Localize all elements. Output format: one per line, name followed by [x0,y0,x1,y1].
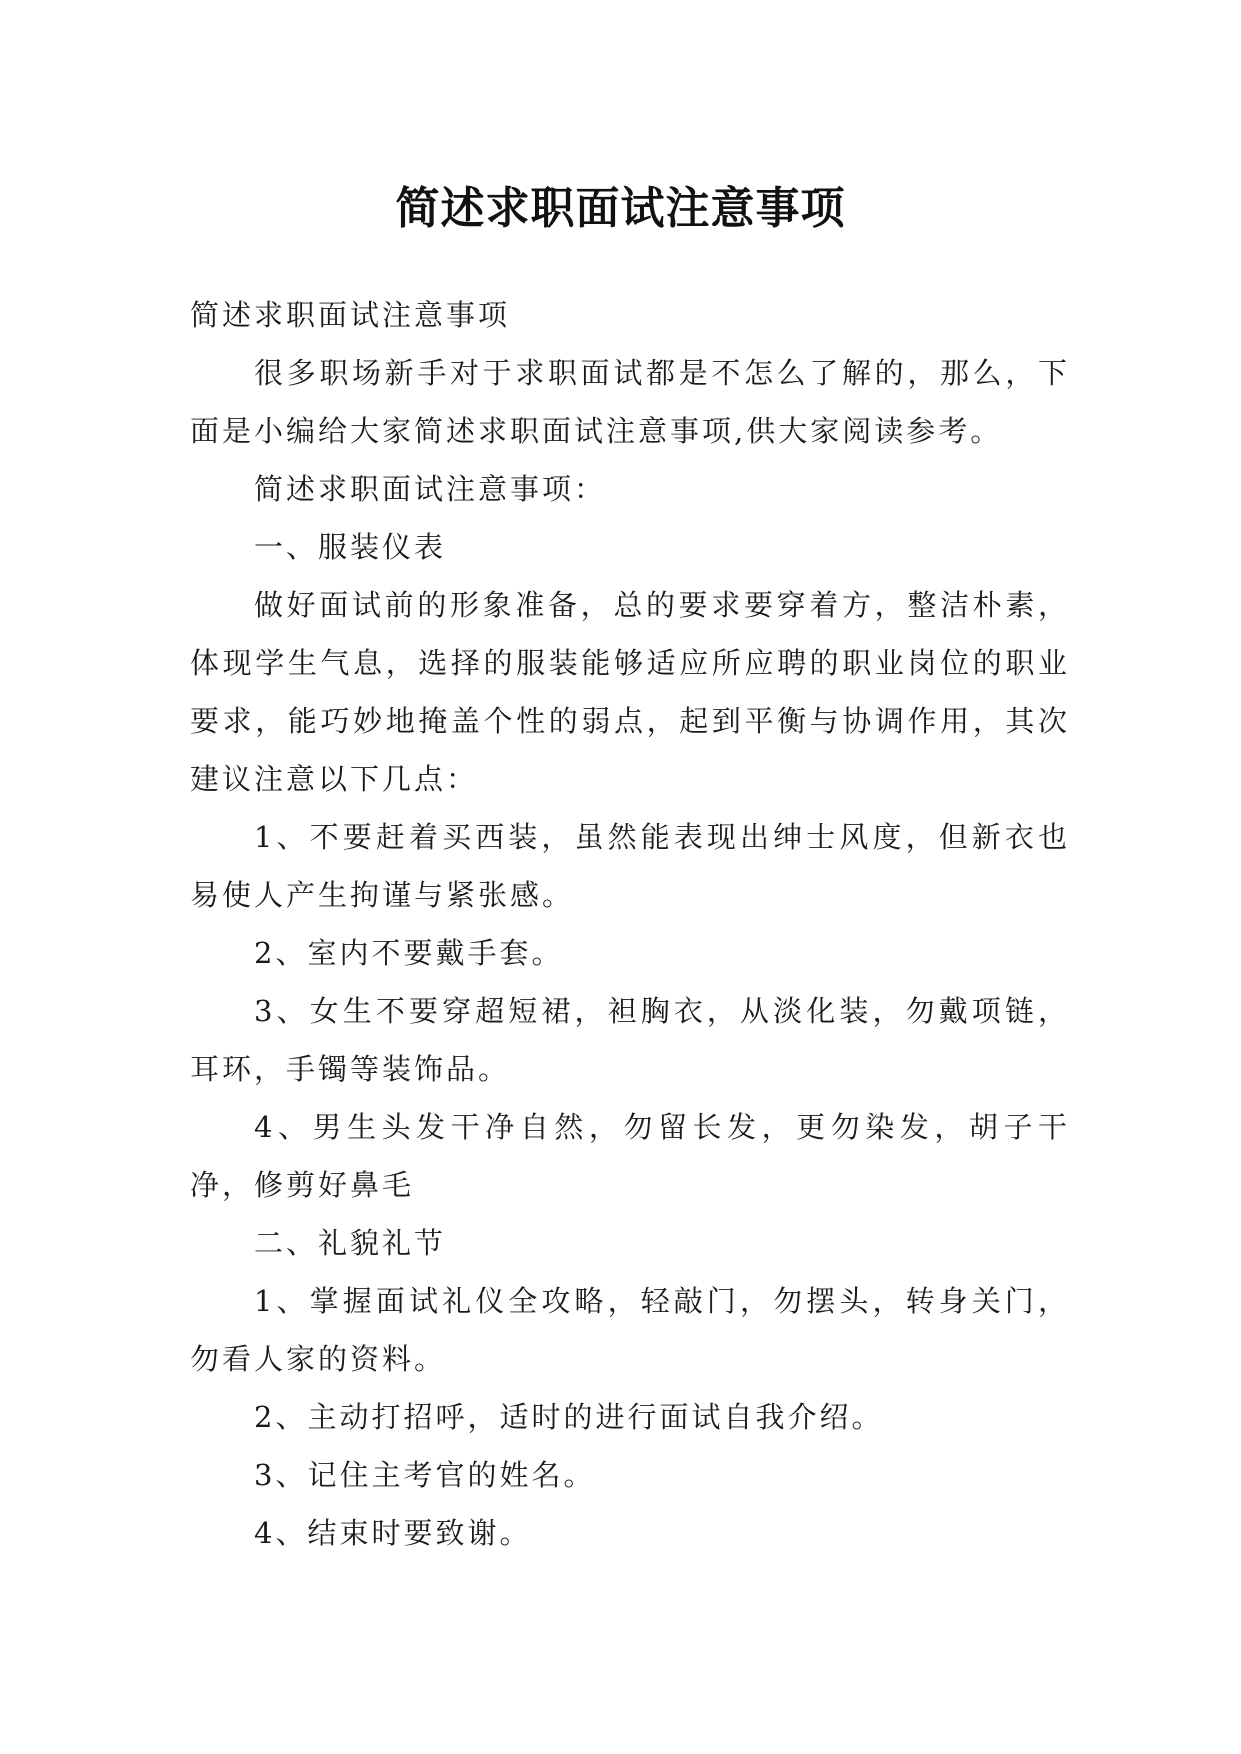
list-item-appearance-3: 3、女生不要穿超短裙，袒胸衣，从淡化装，勿戴项链，耳环，手镯等装饰品。 [190,994,1070,1086]
list-item-etiquette-4: 4、结束时要致谢。 [254,1516,532,1550]
section-heading-etiquette: 二、礼貌礼节 [254,1226,447,1260]
list-item-appearance-1: 1、不要赶着买西装，虽然能表现出绅士风度，但新衣也易使人产生拘谨与紧张感。 [190,820,1070,912]
section-heading-appearance: 一、服装仪表 [254,530,447,564]
document-body [190,286,1070,1562]
document-title: 简述求职面试注意事项 [395,183,846,235]
paragraph-intro: 很多职场新手对于求职面试都是不怎么了解的，那么，下面是小编给大家简述求职面试注意事项,供大家阅读参考。 [190,356,1070,448]
paragraph-heading-notes: 简述求职面试注意事项： [254,472,607,506]
paragraph-appearance: 做好面试前的形象准备，总的要求要穿着方，整洁朴素，体现学生气息，选择的服装能够适应所应聘的职业岗位的职业要求，能巧妙地掩盖个性的弱点，起到平衡与协调作用，其次建议注意以下几点： [190,588,1070,796]
list-item-etiquette-3: 3、记住主考官的姓名。 [254,1458,596,1492]
list-item-appearance-4: 4、男生头发干净自然，勿留长发，更勿染发，胡子干净，修剪好鼻毛 [190,1110,1070,1202]
list-item-appearance-2: 2、室内不要戴手套。 [254,936,564,970]
paragraph-subtitle: 简述求职面试注意事项 [190,298,511,332]
list-item-etiquette-2: 2、主动打招呼，适时的进行面试自我介绍。 [254,1400,884,1434]
list-item-etiquette-1: 1、掌握面试礼仪全攻略，轻敲门，勿摆头，转身关门，勿看人家的资料。 [190,1284,1070,1376]
